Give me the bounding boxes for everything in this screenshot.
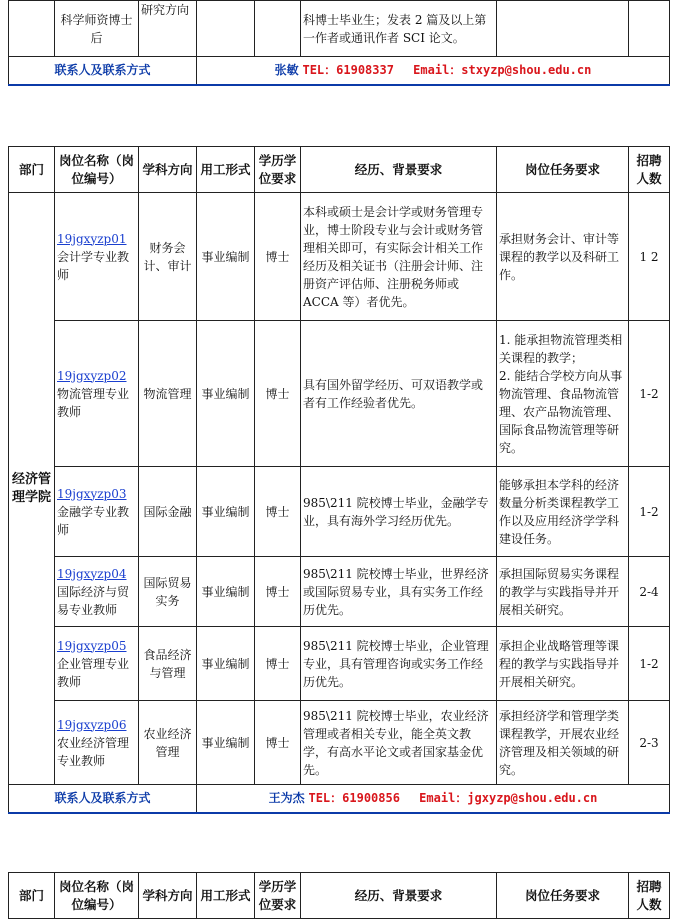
position-code-link[interactable]: 19jgxyzp05 <box>57 638 127 653</box>
top-dept-cell <box>9 1 55 57</box>
top-employment-cell <box>197 1 255 57</box>
header-employment: 用工形式 <box>197 147 255 193</box>
degree-cell: 博士 <box>255 467 301 557</box>
header-discipline-2: 学科方向 <box>139 873 197 919</box>
count-cell: 2-4 <box>629 557 670 627</box>
employment-cell: 事业编制 <box>197 321 255 467</box>
position-cell <box>55 627 139 701</box>
contact-label-1: 联系人及联系方式 <box>9 57 197 85</box>
table-row <box>9 701 670 785</box>
contact-info-1 <box>197 57 670 85</box>
position-title: 国际经济与贸易专业教师 <box>57 584 130 617</box>
discipline-cell: 国际贸易实务 <box>139 557 197 627</box>
header-degree: 学历学位要求 <box>255 147 301 193</box>
department-cell: 经济管理学院 <box>9 193 55 785</box>
position-cell <box>55 557 139 627</box>
recruitment-table <box>8 146 670 814</box>
position-code-link[interactable]: 19jgxyzp03 <box>57 486 127 501</box>
contact-detail-2: TEL：61900856 Email：jgxyzp@shou.edu.cn <box>308 791 598 806</box>
top-direction-cell: 研究方向 <box>139 1 197 57</box>
contact-detail-1: TEL：61908337 Email：stxyzp@shou.edu.cn <box>302 63 592 78</box>
header-background: 经历、背景要求 <box>301 147 497 193</box>
contact-label-2: 联系人及联系方式 <box>9 785 197 813</box>
employment-cell: 事业编制 <box>197 701 255 785</box>
position-title: 农业经济管理专业教师 <box>57 735 130 768</box>
discipline-cell: 财务会计、审计 <box>139 193 197 321</box>
position-code-link[interactable]: 19jgxyzp02 <box>57 368 127 383</box>
header-degree-2: 学历学位要求 <box>255 873 301 919</box>
position-code-link[interactable]: 19jgxyzp06 <box>57 717 127 732</box>
employment-cell: 事业编制 <box>197 557 255 627</box>
position-code-link[interactable]: 19jgxyzp04 <box>57 566 127 581</box>
top-duties-cell <box>497 1 629 57</box>
position-cell <box>55 701 139 785</box>
header-discipline: 学科方向 <box>139 147 197 193</box>
position-title: 金融学专业教师 <box>57 504 130 537</box>
table-row <box>9 557 670 627</box>
contact-name-2: 王为杰 <box>268 791 305 806</box>
header-position-2: 岗位名称（岗位编号） <box>55 873 139 919</box>
discipline-cell: 物流管理 <box>139 321 197 467</box>
employment-cell: 事业编制 <box>197 467 255 557</box>
header-position: 岗位名称（岗位编号） <box>55 147 139 193</box>
employment-cell: 事业编制 <box>197 627 255 701</box>
discipline-cell: 食品经济与管理 <box>139 627 197 701</box>
top-position-cell: 科学师资博士后 <box>55 1 139 57</box>
position-title: 物流管理专业教师 <box>57 386 130 419</box>
table-row <box>9 467 670 557</box>
degree-cell: 博士 <box>255 557 301 627</box>
header-duties: 岗位任务要求 <box>497 147 629 193</box>
position-title: 会计学专业教师 <box>57 249 130 282</box>
degree-cell: 博士 <box>255 627 301 701</box>
degree-cell: 博士 <box>255 701 301 785</box>
position-cell <box>55 467 139 557</box>
degree-cell: 博士 <box>255 321 301 467</box>
contact-info-2 <box>197 785 670 813</box>
count-cell: 1-2 <box>629 321 670 467</box>
header-count: 招聘人数 <box>629 147 670 193</box>
header-dept-2: 部门 <box>9 873 55 919</box>
duties-cell: 承担国际贸易实务课程的教学与实践指导并开展相关研究。 <box>497 557 629 627</box>
next-table-header <box>8 872 670 919</box>
duties-cell: 承担企业战略管理等课程的教学与实践指导并开展相关研究。 <box>497 627 629 701</box>
header-duties-2: 岗位任务要求 <box>497 873 629 919</box>
background-cell: 985\211 院校博士毕业，企业管理专业，具有管理咨询或实务工作经历优先。 <box>301 627 497 701</box>
degree-cell: 博士 <box>255 193 301 321</box>
position-title: 企业管理专业教师 <box>57 656 130 689</box>
table-row <box>9 193 670 321</box>
duties-cell: 承担经济学和管理学类课程教学，开展农业经济管理及相关领域的研究。 <box>497 701 629 785</box>
contact-name-1: 张敏 <box>274 63 299 78</box>
count-cell: 2-3 <box>629 701 670 785</box>
duties-cell: 1. 能承担物流管理类相关课程的教学； 2. 能结合学校方向从事物流管理、食品物流管理、农产品物流管理、国际食品物流管理等研究。 <box>497 321 629 467</box>
header-count-2: 招聘人数 <box>629 873 670 919</box>
background-cell: 985\211 院校博士毕业，金融学专业，具有海外学习经历优先。 <box>301 467 497 557</box>
top-count-cell <box>629 1 670 57</box>
header-dept: 部门 <box>9 147 55 193</box>
table-row <box>9 321 670 467</box>
count-cell: 1-2 <box>629 467 670 557</box>
count-cell: 1 2 <box>629 193 670 321</box>
background-cell: 具有国外留学经历、可双语教学或者有工作经验者优先。 <box>301 321 497 467</box>
position-code-link[interactable]: 19jgxyzp01 <box>57 231 127 246</box>
table-row <box>9 627 670 701</box>
top-degree-cell <box>255 1 301 57</box>
count-cell: 1-2 <box>629 627 670 701</box>
duties-cell: 能够承担本学科的经济数量分析类课程教学工作以及应用经济学学科建设任务。 <box>497 467 629 557</box>
header-employment-2: 用工形式 <box>197 873 255 919</box>
position-cell <box>55 321 139 467</box>
employment-cell: 事业编制 <box>197 193 255 321</box>
background-cell: 985\211 院校博士毕业，世界经济或国际贸易专业，具有实务工作经历优先。 <box>301 557 497 627</box>
discipline-cell: 国际金融 <box>139 467 197 557</box>
background-cell: 985\211 院校博士毕业，农业经济管理或者相关专业，能全英文教学，有高水平论文或者国家基金优先。 <box>301 701 497 785</box>
position-cell <box>55 193 139 321</box>
background-cell: 本科或硕士是会计学或财务管理专业，博士阶段专业与会计或财务管理相关即可，有实际会计相关工作经历及相关证书（注册会计师、注册资产评估师、注册税务师或ACCA 等）者优先。 <box>301 193 497 321</box>
top-fragment-table <box>8 0 670 86</box>
duties-cell: 承担财务会计、审计等课程的教学以及科研工作。 <box>497 193 629 321</box>
top-requirement-cell: 科博士毕业生；发表 2 篇及以上第一作者或通讯作者 SCI 论文。 <box>301 1 497 57</box>
discipline-cell: 农业经济管理 <box>139 701 197 785</box>
header-background-2: 经历、背景要求 <box>301 873 497 919</box>
